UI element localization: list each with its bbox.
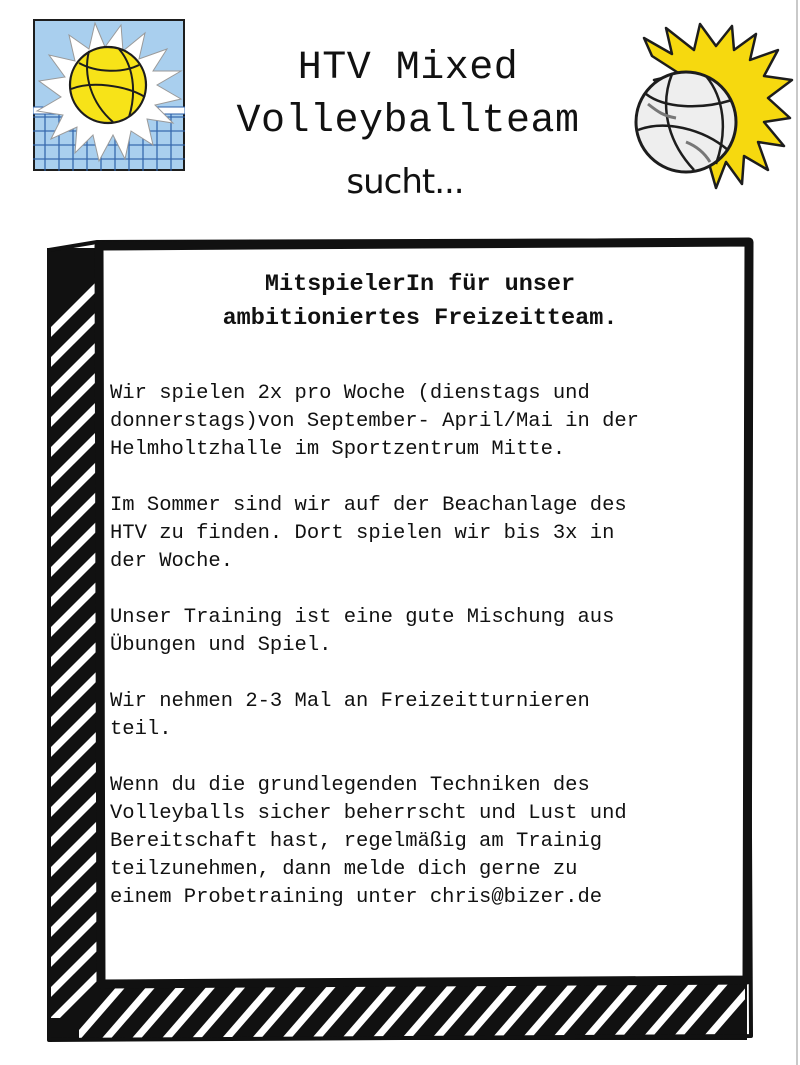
headline-line-2: ambitioniertes Freizeitteam. [222, 305, 618, 332]
headline-line-1: MitspielerIn für unser [264, 271, 576, 298]
volleyball-flames-icon [624, 20, 794, 192]
page-title [190, 42, 626, 148]
page-edge-divider [796, 0, 798, 1065]
paragraph-training: Unser Training ist eine gute Mischung aus Übungen und Spiel. [110, 606, 615, 657]
title-line-1: HTV Mixed [297, 46, 519, 91]
paragraph-schedule: Wir spielen 2x pro Woche (dienstags und donnerstags)von September- April/Mai in der Helmholtzhalle im Sportzentrum Mitte. [110, 382, 639, 461]
card-content [100, 262, 740, 982]
page-subtitle: sucht... [346, 162, 464, 202]
paragraph-summer: Im Sommer sind wir auf der Beachanlage des HTV zu finden. Dort spielen wir bis 3x in der Woche. [110, 494, 627, 573]
paragraph-tournaments: Wir nehmen 2-3 Mal an Freizeitturnieren teil. [110, 690, 590, 741]
card-headline [100, 262, 740, 336]
volleyball-sun-net-icon [33, 19, 185, 171]
title-line-2: Volleyballteam [236, 99, 580, 144]
paragraph-contact: Wenn du die grundlegenden Techniken des Volleyballs sicher beherrscht und Lust und Bereitschaft hast, regelmäßig am Trainig teilzunehmen, dann melde dich gerne zu einem Probetraining unter chris@bizer.de [110, 774, 627, 909]
